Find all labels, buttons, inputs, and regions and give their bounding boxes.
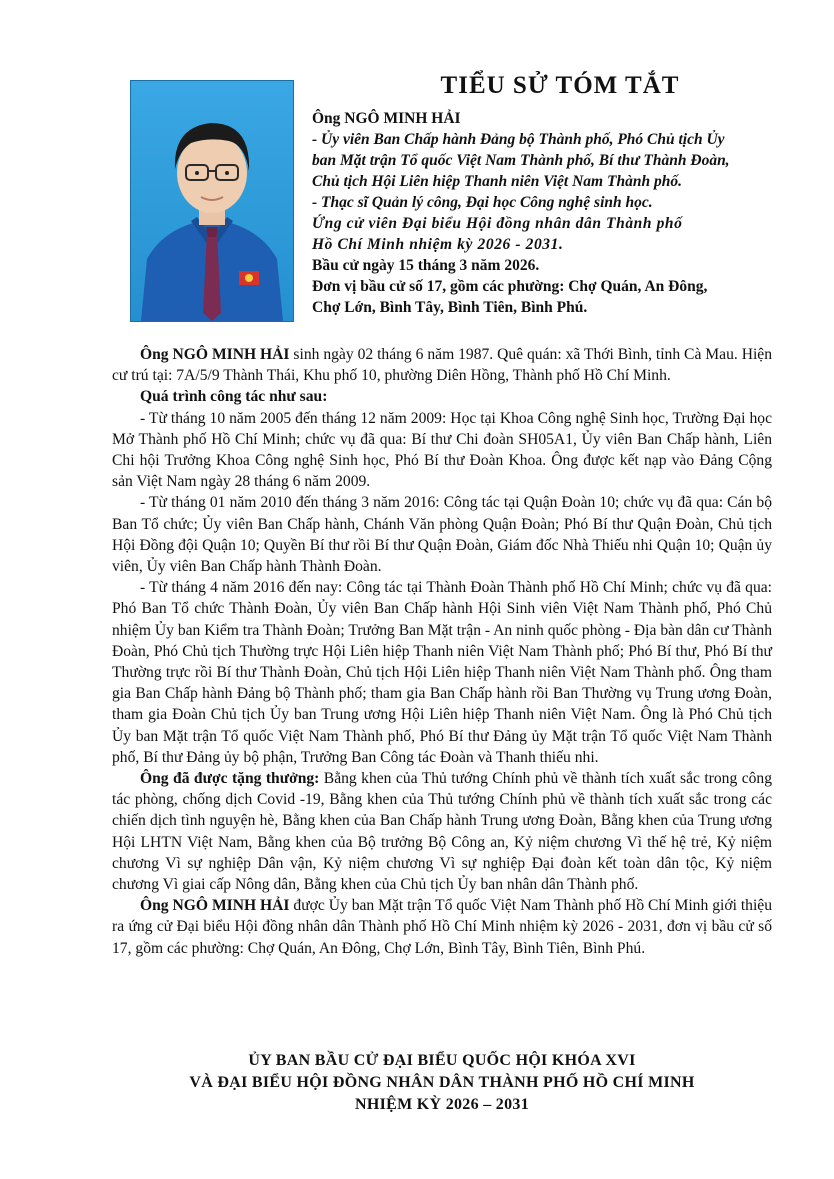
degree-line: - Thạc sĩ Quản lý công, Đại học Công nghệ sinh học. bbox=[312, 194, 653, 211]
awards-paragraph bbox=[112, 768, 772, 895]
issuing-committee bbox=[112, 1050, 772, 1116]
awards-label: Ông đã được tặng thưởng: bbox=[140, 770, 320, 788]
candidate-line-1: Ứng cử viên Đại biểu Hội đồng nhân dân Thành phố bbox=[312, 215, 683, 232]
work-history-heading: Quá trình công tác như sau: bbox=[140, 388, 328, 406]
candidate-line-2: Hồ Chí Minh nhiệm kỳ 2026 - 2031. bbox=[312, 236, 564, 253]
unit-line-1: Đơn vị bầu cử số 17, gồm các phường: Chợ Quán, An Đông, bbox=[312, 278, 708, 295]
closing-name: Ông NGÔ MINH HẢI bbox=[140, 897, 290, 915]
work-item-1: - Từ tháng 10 năm 2005 đến tháng 12 năm 2009: Học tại Khoa Công nghệ Sinh học, Trường Đại học Mở Thành phố Hồ Chí Minh; chức vụ đã qua: Bí thư Chi đoàn SH05A1, Ủy viên Ban Chấp hành, Liên Chi hội Trưởng Khoa Công nghệ Sinh học, Phó Bí thư Đoàn Khoa. Ông được kết nạp vào Đảng Cộng sản Việt Nam ngày 28 tháng 6 năm 2009. bbox=[112, 409, 772, 491]
document-title: TIỂU SỬ TÓM TẮT bbox=[440, 72, 680, 99]
committee-line-3: NHIỆM KỲ 2026 – 2031 bbox=[355, 1096, 529, 1113]
portrait-illustration bbox=[131, 81, 293, 321]
intro-paragraph bbox=[112, 344, 772, 386]
awards-text: Bằng khen của Thủ tướng Chính phủ về thành tích xuất sắc trong công tác phòng, chống dịch Covid -19, Bằng khen của Thủ tướng Chính phủ về thành tích xuất sắc trong các chiến dịch tình nguyện hè, Bằng khen của Ban Chấp hành Trung ương Đoàn, Bằng khen của Trung ương Hội LHTN Việt Nam, Bằng khen của Bộ trưởng Bộ Công an, Kỷ niệm chương Vì thế hệ trẻ, Kỷ niệm chương Vì sự nghiệp Dân vận, Kỷ niệm chương Vì sự nghiệp Đại đoàn kết toàn dân tộc, Kỷ niệm chương Vì giai cấp Nông dân, Bằng khen của Chủ tịch Ủy ban nhân dân Thành phố. bbox=[112, 770, 773, 894]
committee-line-1: ỦY BAN BẦU CỬ ĐẠI BIỂU QUỐC HỘI KHÓA XVI bbox=[248, 1052, 636, 1069]
unit-line-2: Chợ Lớn, Bình Tây, Bình Tiên, Bình Phú. bbox=[312, 299, 588, 316]
closing-text: được Ủy ban Mặt trận Tổ quốc Việt Nam Thành phố Hồ Chí Minh giới thiệu ra ứng cử Đại biểu Hội đồng nhân dân Thành phố Hồ Chí Minh nhiệm kỳ 2026 - 2031, đơn vị bầu cử số 17, gồm các phường: Chợ Quán, An Đông, Chợ Lớn, Bình Tây, Bình Tiên, Bình Phú. bbox=[112, 897, 772, 957]
biography-body bbox=[112, 344, 772, 959]
election-date: Bầu cử ngày 15 tháng 3 năm 2026. bbox=[312, 257, 540, 274]
intro-text: sinh ngày 02 tháng 6 năm 1987. Quê quán: xã Thới Bình, tỉnh Cà Mau. Hiện cư trú tại: 7A/5/9 Thành Thái, Khu phố 10, phường Diên Hồng, Thành phố Hồ Chí Minh. bbox=[112, 346, 773, 385]
position-line-3: Chủ tịch Hội Liên hiệp Thanh niên Việt Nam Thành phố. bbox=[312, 173, 682, 190]
position-line-1: - Ủy viên Ban Chấp hành Đảng bộ Thành phố, Phó Chủ tịch Ủy bbox=[312, 131, 725, 148]
candidate-name: Ông NGÔ MINH HẢI bbox=[312, 110, 461, 127]
intro-name: Ông NGÔ MINH HẢI bbox=[140, 346, 290, 363]
position-line-2: ban Mặt trận Tổ quốc Việt Nam Thành phố, Bí thư Thành Đoàn, bbox=[312, 152, 730, 169]
committee-line-2: VÀ ĐẠI BIỂU HỘI ĐỒNG NHÂN DÂN THÀNH PHỐ HỒ CHÍ MINH bbox=[189, 1074, 695, 1091]
portrait-photo bbox=[130, 80, 294, 322]
candidate-summary bbox=[312, 108, 782, 318]
work-item-3: - Từ tháng 4 năm 2016 đến nay: Công tác tại Thành Đoàn Thành phố Hồ Chí Minh; chức vụ đã qua: Phó Ban Tổ chức Thành Đoàn, Ủy viên Ban Chấp hành Hội Sinh viên Việt Nam Thành phố, Phó Chủ nhiệm Ủy ban Kiểm tra Thành Đoàn; Trưởng Ban Mặt trận - An ninh quốc phòng - Địa bàn dân cư Thành Đoàn, Phó Chủ tịch Thường trực Hội Liên hiệp Thanh niên Việt Nam Thành phố; Phó Bí thư, Phó Bí thư Thường trực rồi Bí thư Thành Đoàn, Chủ tịch Hội Liên hiệp Thanh niên Việt Nam Thành phố. Ông tham gia Ban Chấp hành Đảng bộ Thành phố; tham gia Ban Chấp hành rồi Ban Thường vụ Trung ương Đoàn, tham gia Đoàn Chủ tịch Ủy ban Trung ương Hội Liên hiệp Thanh niên Việt Nam. Ông là Phó Chủ tịch Ủy ban Mặt trận Tổ quốc Việt Nam Thành phố, Phó Bí thư Đảng ủy Mặt trận Tổ quốc Việt Nam Thành phố, Bí thư Đảng ủy bộ phận, Trưởng Ban Công tác Đoàn và Thanh thiếu nhi. bbox=[112, 579, 772, 766]
work-item-2: - Từ tháng 01 năm 2010 đến tháng 3 năm 2016: Công tác tại Quận Đoàn 10; chức vụ đã qua: Cán bộ Ban Tổ chức; Ủy viên Ban Chấp hành, Chánh Văn phòng Quận Đoàn; Phó Bí thư Quận Đoàn, Chủ tịch Hội Đồng đội Quận 10; Quyền Bí thư rồi Bí thư Quận Đoàn, Giám đốc Nhà Thiếu nhi Quận 10; Quận ủy viên, Ủy viên Ban Chấp hành Thành Đoàn. bbox=[112, 494, 772, 576]
closing-paragraph bbox=[112, 895, 772, 959]
